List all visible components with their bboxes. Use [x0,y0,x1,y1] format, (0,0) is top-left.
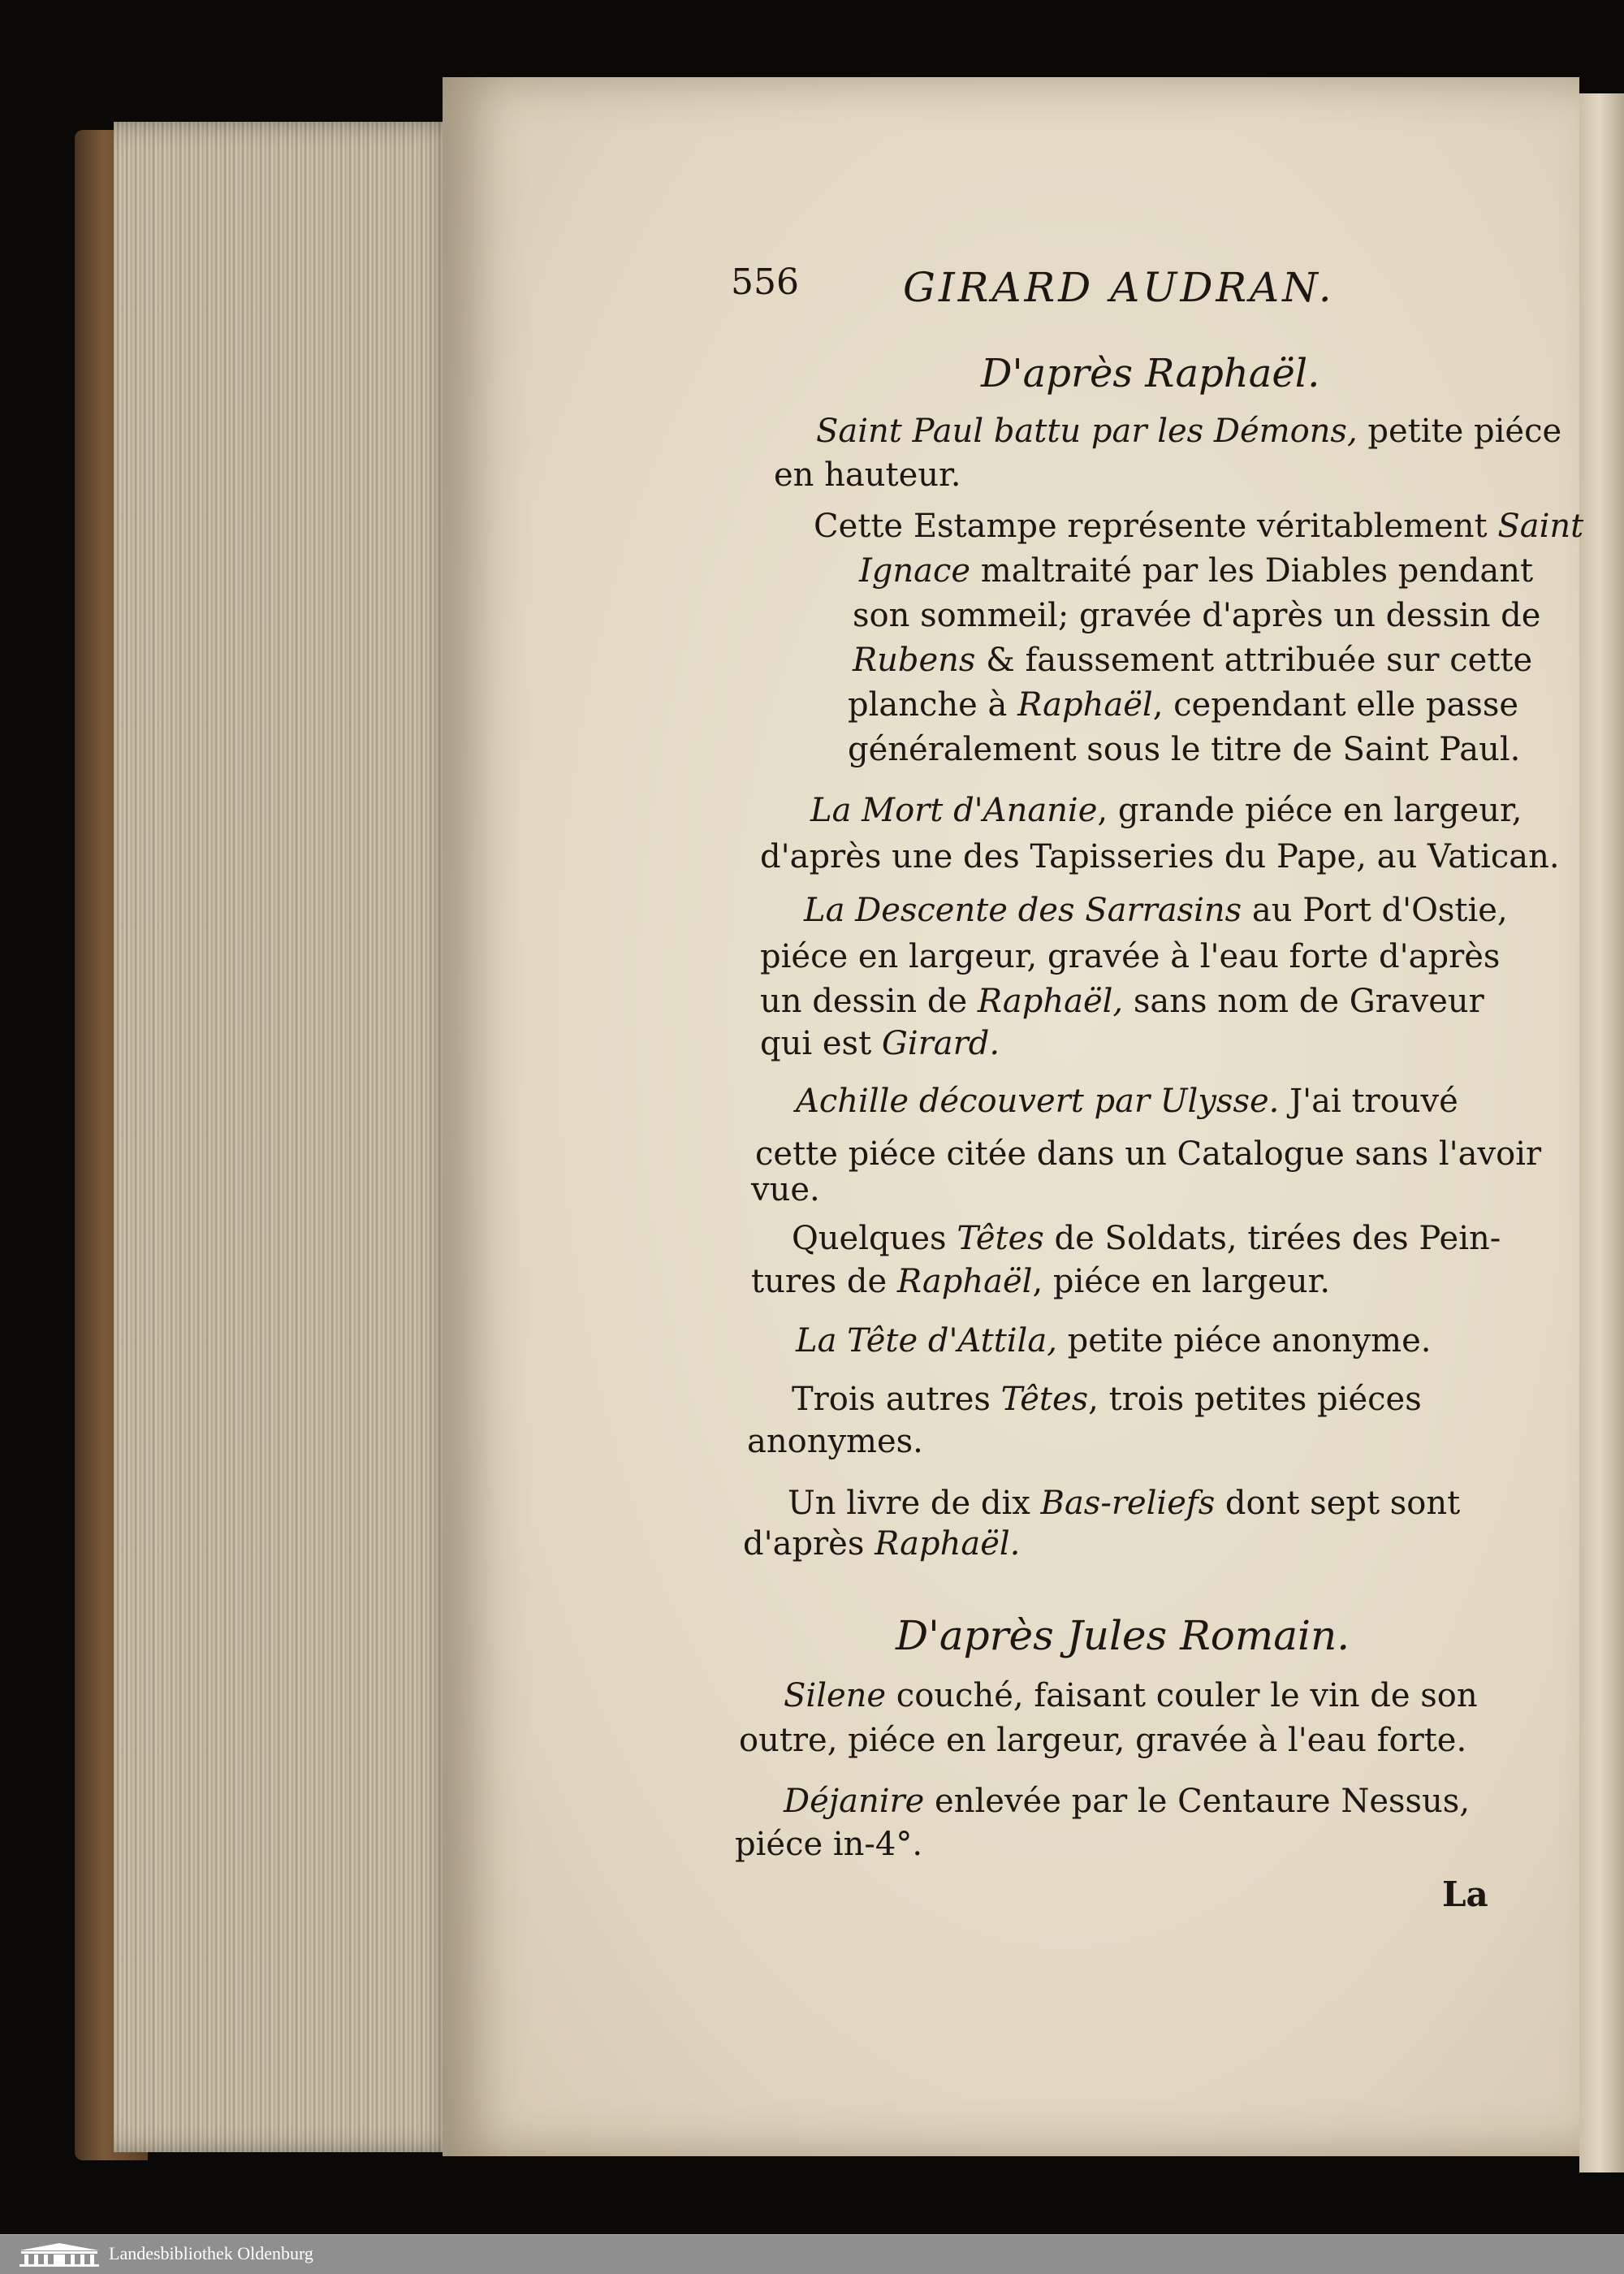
text-line: piéce in-4°. [735,1826,923,1863]
text-line: Un livre de dix Bas-reliefs dont sept sont [788,1485,1461,1522]
text-line: Déjanire enlevée par le Centaure Nessus, [784,1783,1471,1820]
running-title: GIRARD AUDRAN. [903,264,1335,311]
text-line: généralement sous le titre de Saint Paul. [848,731,1521,768]
catchword: La [1442,1874,1488,1914]
text-line: La Mort d'Ananie, grande piéce en largeur, [810,792,1522,829]
text-line: Achille découvert par Ulysse. J'ai trouvé [796,1083,1458,1120]
text-line: en hauteur. [774,456,961,494]
page-block-edges [114,122,463,2152]
text-line: d'après une des Tapisseries du Pape, au Vatican. [760,838,1560,875]
text-line: cette piéce citée dans un Catalogue sans l'avoir [755,1135,1542,1173]
text-line: Cette Estampe représente véritablement Saint [814,508,1584,545]
text-line: vue. [751,1171,820,1208]
text-line: Quelques Têtes de Soldats, tirées des Pein- [792,1220,1501,1257]
text-line: piéce en largeur, gravée à l'eau forte d'après [760,938,1501,975]
text-line: Rubens & faussement attribuée sur cette [853,642,1533,679]
page-number: 556 [731,262,799,303]
text-line: d'après Raphaël. [743,1525,1021,1563]
text-line: Trois autres Têtes, trois petites piéces [792,1381,1422,1418]
text-line: son sommeil; gravée d'après un dessin de [853,597,1541,634]
text-line: Ignace maltraité par les Diables pendant [859,552,1534,590]
section-heading-jules-romain: D'après Jules Romain. [896,1612,1350,1659]
text-line: planche à Raphaël, cependant elle passe [848,686,1519,724]
library-building-icon [18,2242,101,2267]
text-line: Silene couché, faisant couler le vin de son [784,1677,1478,1714]
section-heading-raphael: D'après Raphaël. [981,351,1320,396]
facing-page-edge [1579,93,1624,2172]
text-line: outre, piéce en largeur, gravée à l'eau forte. [739,1722,1467,1759]
text-line: Saint Paul battu par les Démons, petite piéce [816,413,1562,450]
text-line: un dessin de Raphaël, sans nom de Graveur [760,983,1484,1020]
text-line: anonymes. [747,1423,923,1460]
footer-bar [0,2234,1624,2274]
text-line: La Descente des Sarrasins au Port d'Ostie, [804,892,1508,929]
text-line: tures de Raphaël, piéce en largeur. [751,1263,1331,1300]
text-line: qui est Girard. [760,1025,1000,1062]
library-name: Landesbibliothek Oldenburg [109,2243,313,2263]
text-line: La Tête d'Attila, petite piéce anonyme. [796,1322,1432,1360]
